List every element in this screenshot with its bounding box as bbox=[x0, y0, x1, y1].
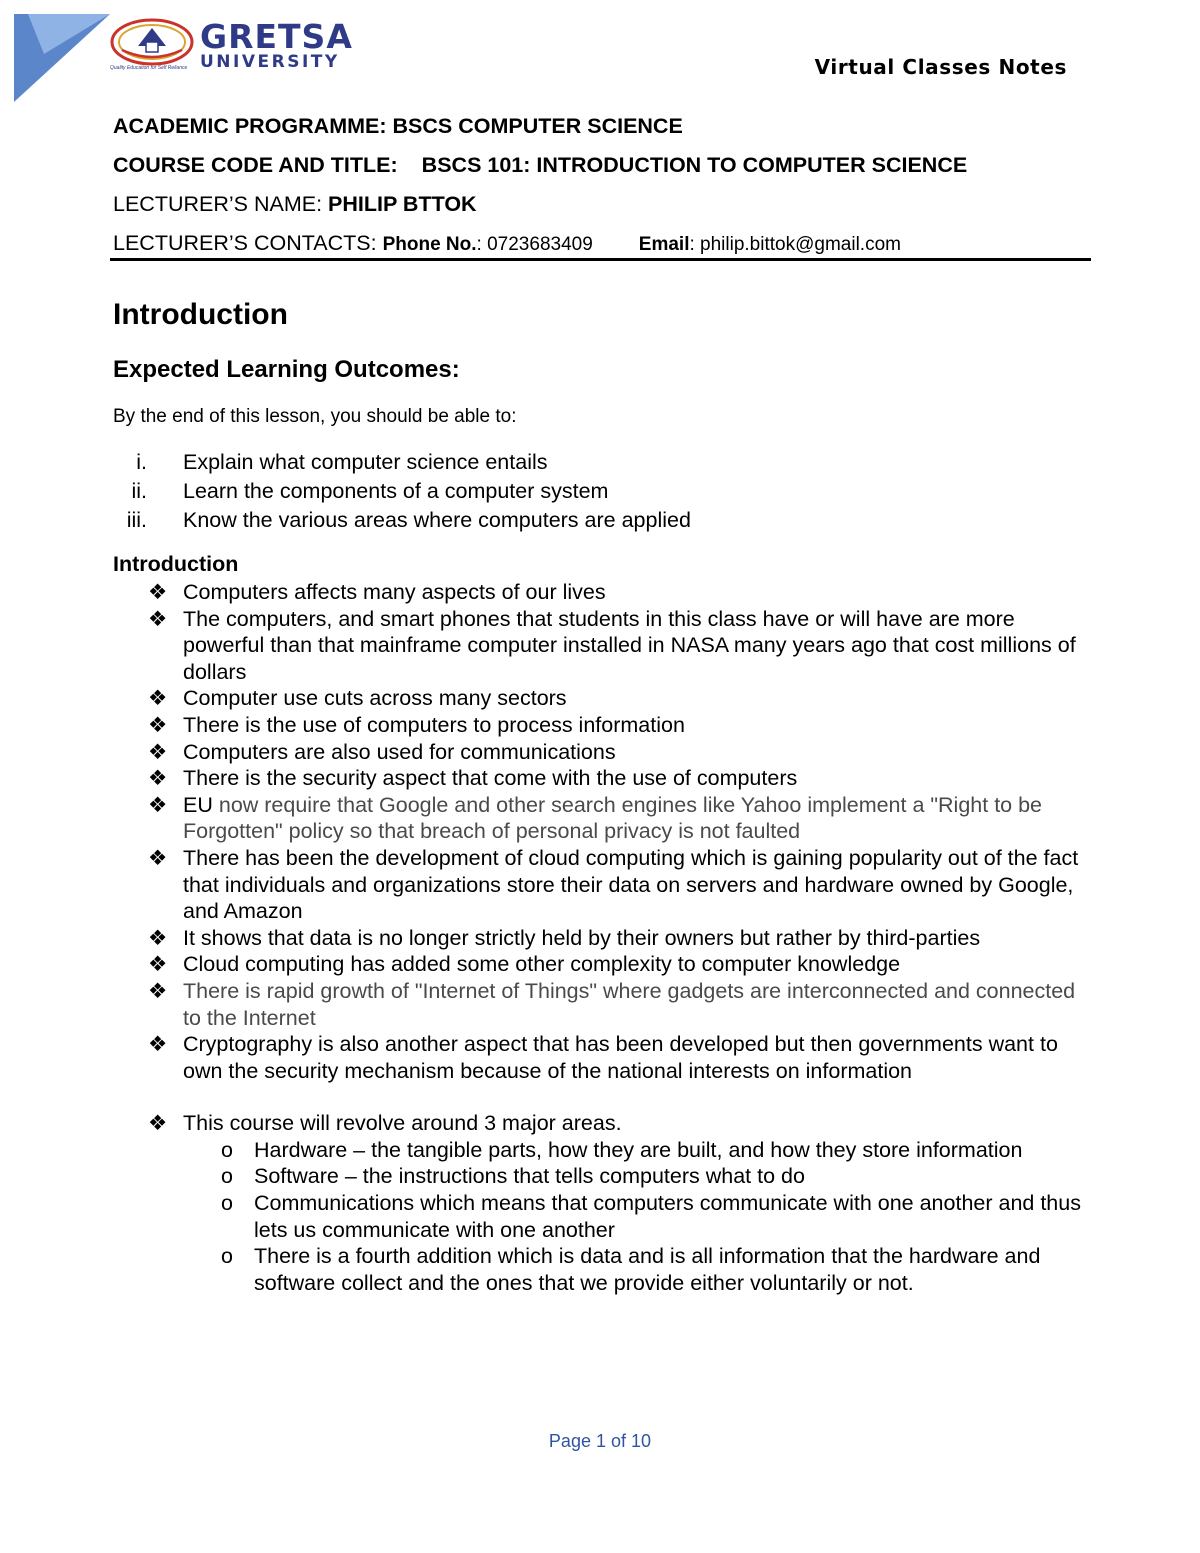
diamond-bullet-icon: ❖ bbox=[148, 739, 168, 764]
item-text: There is rapid growth of "Internet of Things" where gadgets are interconnected and connected to the Internet bbox=[183, 978, 1076, 1030]
sub-list-item bbox=[183, 1163, 1088, 1190]
item-text: It shows that data is no longer strictly held by their owners but rather by third-parties bbox=[183, 925, 981, 950]
item-text: now require that Google and other search engines like Yahoo implement a "Right to be Forgotten" policy so that breach of personal privacy is not faulted bbox=[183, 792, 1043, 844]
lecturer-value: PHILIP BTTOK bbox=[328, 192, 477, 216]
list-item bbox=[113, 792, 1088, 845]
list-item bbox=[113, 925, 1088, 952]
list-item bbox=[113, 765, 1088, 792]
list-item bbox=[113, 449, 1073, 478]
item-text: Communications which means that computers communicate with one another and thus lets us communicate with one another bbox=[254, 1191, 1081, 1242]
logo-name: GRETSA bbox=[200, 17, 353, 56]
contacts-line bbox=[113, 229, 1093, 268]
item-text: There is the use of computers to process information bbox=[183, 712, 685, 737]
page-current: 1 bbox=[595, 1431, 606, 1451]
list-item bbox=[113, 579, 1088, 606]
sub-list-item bbox=[183, 1243, 1088, 1296]
email-value: : philip.bittok@gmail.com bbox=[689, 234, 901, 255]
item-text: The computers, and smart phones that students in this class have or will have are more powerful than that mainframe computer installed in NASA many years ago that cost millions of dollars bbox=[183, 606, 1076, 684]
circle-bullet-icon: o bbox=[221, 1244, 233, 1269]
list-item bbox=[113, 685, 1088, 712]
eu-prefix: EU bbox=[183, 792, 213, 817]
item-text: Know the various areas where computers are applied bbox=[183, 508, 691, 532]
contacts-label: LECTURER’S CONTACTS: bbox=[113, 231, 377, 255]
document-label: Virtual Classes Notes bbox=[814, 55, 1067, 79]
diamond-bullet-icon: ❖ bbox=[148, 925, 168, 950]
list-item bbox=[113, 845, 1088, 925]
item-text: Cryptography is also another aspect that has been developed but then governments want to own the security mechanism because of the national interests on information bbox=[183, 1032, 1058, 1083]
list-item bbox=[113, 478, 1073, 507]
page-title: Introduction bbox=[113, 298, 288, 331]
programme-label: ACADEMIC PROGRAMME: bbox=[113, 114, 387, 138]
diamond-bullet-icon: ❖ bbox=[148, 606, 168, 631]
outcomes-heading: Expected Learning Outcomes: bbox=[113, 356, 460, 383]
item-text: There is the security aspect that come with the use of computers bbox=[183, 766, 798, 791]
item-text: Software – the instructions that tells computers what to do bbox=[254, 1164, 805, 1189]
circle-bullet-icon: o bbox=[221, 1137, 233, 1162]
list-item bbox=[113, 1110, 1088, 1296]
outcomes-intro: By the end of this lesson, you should be able to: bbox=[113, 406, 517, 427]
item-number: i. bbox=[136, 450, 147, 474]
diamond-bullet-icon: ❖ bbox=[148, 712, 168, 737]
outcomes-list bbox=[113, 449, 1073, 536]
list-item bbox=[113, 606, 1088, 686]
item-text: Cloud computing has added some other complexity to computer knowledge bbox=[183, 952, 901, 977]
of-word: of bbox=[611, 1431, 627, 1451]
course-value: BSCS 101: INTRODUCTION TO COMPUTER SCIENCE bbox=[421, 153, 968, 177]
list-item bbox=[113, 712, 1088, 739]
item-number: iii. bbox=[126, 508, 147, 532]
crest-icon bbox=[108, 16, 196, 68]
programme-line bbox=[113, 112, 1093, 151]
page-footer bbox=[0, 1431, 1200, 1452]
lecturer-line bbox=[113, 190, 1093, 229]
course-info bbox=[113, 112, 1093, 268]
section-heading: Introduction bbox=[113, 552, 239, 576]
item-text: There has been the development of cloud computing which is gaining popularity out of the fact that individuals and organizations store their data on servers and hardware owned by Google, and Amazon bbox=[183, 845, 1079, 924]
list-item bbox=[113, 507, 1073, 536]
programme-value: BSCS COMPUTER SCIENCE bbox=[392, 114, 683, 138]
lecturer-label: LECTURER’S NAME: bbox=[113, 192, 323, 216]
circle-bullet-icon: o bbox=[221, 1164, 233, 1189]
phone-value: : 0723683409 bbox=[476, 234, 593, 255]
diamond-bullet-icon: ❖ bbox=[148, 766, 168, 791]
item-text: This course will revolve around 3 major areas. bbox=[183, 1111, 622, 1136]
item-text: Computer use cuts across many sectors bbox=[183, 686, 567, 711]
page-total: 10 bbox=[631, 1431, 652, 1451]
item-text: Explain what computer science entails bbox=[183, 450, 548, 474]
course-line bbox=[113, 151, 1093, 190]
item-text: Hardware – the tangible parts, how they are built, and how they store information bbox=[254, 1137, 1023, 1162]
sub-list-item bbox=[183, 1190, 1088, 1243]
diamond-bullet-icon: ❖ bbox=[148, 952, 168, 977]
header-divider bbox=[110, 258, 1091, 261]
email-label: Email bbox=[638, 234, 690, 255]
item-number: ii. bbox=[131, 479, 147, 503]
logo-subtitle: UNIVERSITY bbox=[200, 52, 340, 72]
list-item bbox=[113, 1031, 1088, 1084]
diamond-bullet-icon: ❖ bbox=[148, 686, 168, 711]
circle-bullet-icon: o bbox=[221, 1191, 233, 1216]
diamond-bullet-icon: ❖ bbox=[148, 792, 168, 817]
diamond-bullet-icon: ❖ bbox=[148, 1032, 168, 1057]
diamond-bullet-icon: ❖ bbox=[148, 1111, 168, 1136]
page-word: Page bbox=[548, 1431, 591, 1451]
university-logo bbox=[108, 16, 370, 76]
sub-list-item bbox=[183, 1137, 1088, 1164]
item-text: Computers are also used for communications bbox=[183, 739, 616, 764]
diamond-bullet-icon: ❖ bbox=[148, 580, 168, 604]
diamond-bullet-icon: ❖ bbox=[148, 845, 168, 870]
bullet-list bbox=[113, 579, 1088, 1296]
item-text: Computers affects many aspects of our lives bbox=[183, 580, 606, 604]
list-item bbox=[113, 978, 1088, 1031]
item-text: Learn the components of a computer system bbox=[183, 479, 609, 503]
logo-motto: Quality Education for Self Reliance bbox=[110, 65, 188, 71]
list-item bbox=[113, 739, 1088, 766]
phone-label: Phone No. bbox=[382, 234, 477, 255]
course-label: COURSE CODE AND TITLE: bbox=[113, 153, 398, 177]
diamond-bullet-icon: ❖ bbox=[148, 978, 168, 1003]
corner-decoration bbox=[14, 14, 114, 104]
item-text: There is a fourth addition which is data and is all information that the hardware and software collect and the ones that we provide either voluntarily or not. bbox=[254, 1244, 1041, 1295]
list-item bbox=[113, 951, 1088, 978]
sub-list bbox=[183, 1137, 1088, 1297]
